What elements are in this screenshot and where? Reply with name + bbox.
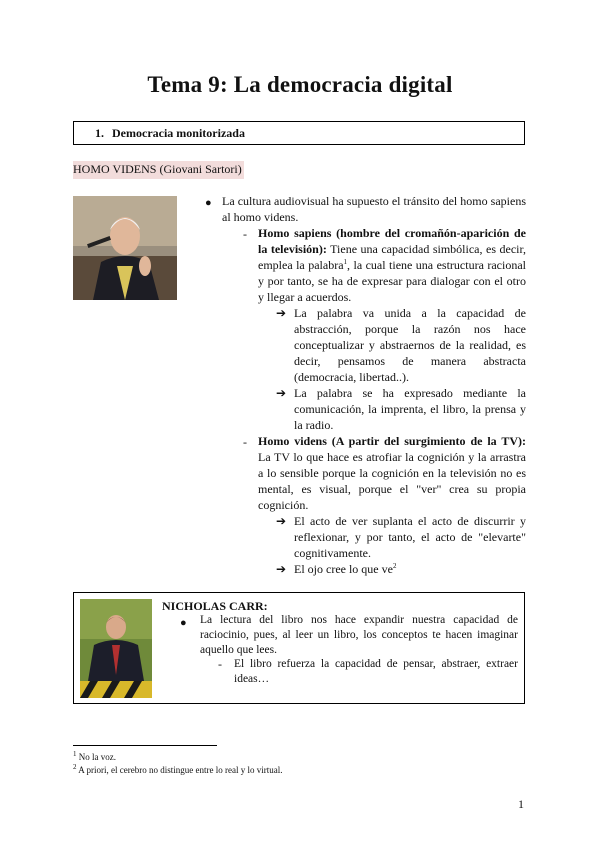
footnote-separator	[73, 745, 217, 746]
arrow-right-icon: ➔	[276, 514, 287, 528]
dash-marker: -	[243, 435, 247, 449]
footnote-2-text: A priori, el cerebro no distingue entre lo real y lo virtual.	[78, 765, 283, 775]
bullet-dot: ●	[180, 617, 187, 629]
section-number: 1.	[95, 126, 104, 140]
arrow-right-icon: ➔	[276, 562, 287, 576]
homo-videns-item	[258, 433, 526, 513]
videns-arrow-1: El acto de ver suplanta el acto de discurrir y reflexionar, y por tanto, el acto de "elevarte" cognitivamente.	[294, 514, 526, 560]
videns-arrow-2-text: El ojo cree lo que ve	[294, 562, 393, 576]
page-title: Tema 9: La democracia digital	[147, 72, 453, 97]
nicholas-carr-photo	[80, 599, 152, 698]
homo-sapiens-body-b: , la cual tiene una estructura racional y por tanto, se ha de expresar para dialogar con el otro y llegar a acuerdos.	[258, 258, 526, 304]
videns-arrow-2	[294, 561, 526, 577]
footnote-1	[73, 751, 116, 763]
footnote-1-text: No la voz.	[78, 752, 116, 762]
homo-videns-heading: Homo videns (A partir del surgimiento de la TV):	[258, 434, 526, 448]
section-heading-box	[73, 121, 525, 145]
footnote-ref-1: 1	[343, 258, 348, 266]
sapiens-arrow-1: La palabra va unida a la capacidad de abstracción, porque la razón nos hace conceptualizar y abstraernos de la realidad, es decir, pensamos de manera abstracta (democracia, libertad..).	[294, 306, 526, 384]
homo-videns-heading: HOMO VIDENS (Giovani Sartori)	[73, 161, 244, 179]
footnote-2	[73, 764, 282, 776]
page-number: 1	[518, 797, 524, 811]
homo-sapiens-heading: Homo sapiens (hombre del cromañón-aparición de la televisión):	[258, 226, 526, 256]
arrow-right-icon: ➔	[276, 306, 287, 320]
footnote-1-number: 1	[73, 750, 77, 758]
homo-sapiens-item	[258, 225, 526, 305]
carr-dash-text: El libro refuerza la capacidad de pensar, abstraer, extraer ideas…	[234, 658, 518, 685]
sapiens-arrow-2: La palabra se ha expresado mediante la comunicación, la imprenta, el libro, la prensa y la radio.	[294, 386, 526, 432]
sartori-bullet-text: La cultura audiovisual ha supuesto el tránsito del homo sapiens al homo videns.	[222, 194, 526, 224]
dash-marker: -	[243, 227, 247, 241]
footnote-2-number: 2	[73, 763, 77, 771]
section-label: Democracia monitorizada	[112, 126, 245, 140]
nicholas-carr-name: NICHOLAS CARR:	[162, 599, 268, 613]
carr-bullet-text: La lectura del libro nos hace expandir nuestra capacidad de raciocinio, pues, al leer un libro, los conceptos te hacen imaginar aquello que lees.	[200, 614, 518, 656]
homo-sapiens-body-a: Tiene una capacidad simbólica, es decir, emplea la palabra	[258, 242, 526, 272]
sartori-photo	[73, 196, 177, 300]
footnote-ref-2: 2	[392, 562, 397, 570]
bullet-dot: ●	[205, 197, 212, 209]
homo-videns-body: La TV lo que hace es atrofiar la cognición y la arrastra a lo sensible porque la cognición en la televisión no es mental, es visual, porque el "ver" crea su propia cognición.	[258, 450, 526, 512]
dash-marker: -	[218, 657, 222, 671]
arrow-right-icon: ➔	[276, 386, 287, 400]
